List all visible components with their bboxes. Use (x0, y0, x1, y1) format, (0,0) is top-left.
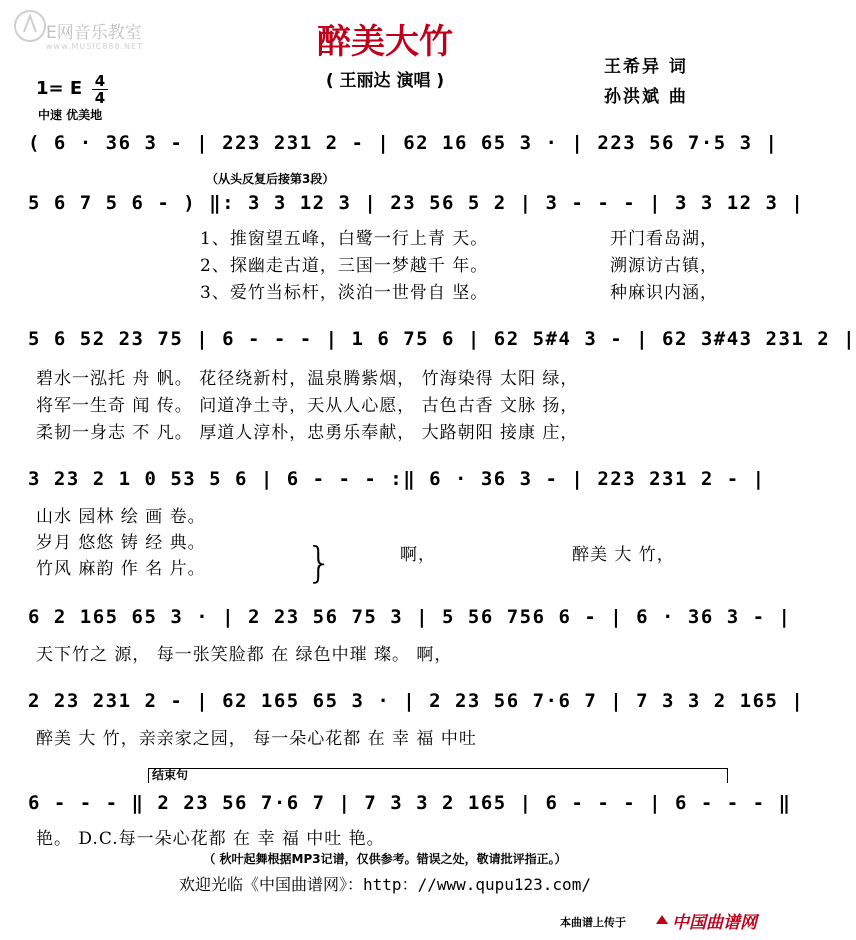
verse-1-a-end: 开门看岛湖， (610, 229, 718, 249)
ending-label: 结束句 (152, 768, 189, 782)
singer: ( 王丽达 演唱 ) (325, 71, 445, 91)
score-line-2: 5 6 7 5 6 - ) ‖: 3 3 12 3 | 23 56 5 2 | 3 - - - | 3 3 12 3 | (28, 192, 805, 214)
watermark-url: www.MUSIC888.NET (46, 42, 143, 51)
composer: 孙洪斌 曲 (604, 87, 688, 107)
verse-3-a: 3、爱竹当标杆，淡泊一世骨自 坚。 (200, 283, 489, 303)
score-line-5: 6 2 165 65 3 · | 2 23 56 75 3 | 5 56 756 6 - | 6 · 36 3 - | (28, 606, 792, 628)
score-line-4: 3 23 2 1 0 53 5 6 | 6 - - - :‖ 6 · 36 3 - | 223 231 2 - | (28, 468, 766, 490)
lyric-line-7: 艳。 D.C.每一朵心花都 在 幸 福 中吐 艳。 (36, 829, 385, 849)
time-signature (92, 74, 108, 105)
site-logo-icon (654, 912, 670, 928)
score-line-1: ( 6 · 36 3 - | 223 231 2 - | 62 16 65 3 · | 223 56 7·5 3 | (28, 132, 779, 154)
verse-2-c: 岁月 悠悠 铸 经 典。 (36, 533, 206, 553)
lyric-line-6: 醉美 大 竹，亲亲家之园， 每一朵心花都 在 幸 福 中吐 (36, 729, 477, 749)
lyricist: 王希异 词 (604, 57, 688, 77)
verse-2-a-end: 溯源访古镇， (610, 256, 718, 276)
verse-3-c: 竹风 麻韵 作 名 片。 (36, 559, 206, 579)
meter-bottom: 4 (94, 89, 106, 107)
key-signature: 1= E (36, 78, 83, 99)
score-line-7: 6 - - - ‖ 2 23 56 7·6 7 | 7 3 3 2 165 | 6 - - - | 6 - - - ‖ (28, 792, 792, 814)
uploaded-label: 本曲谱上传于 (560, 916, 626, 929)
repeat-note: （从头反复后接第3段） (206, 172, 335, 186)
verse-1-c: 山水 园林 绘 画 卷。 (36, 507, 206, 527)
lyric-line-5: 天下竹之 源， 每一张笑脸都 在 绿色中璀 璨。 啊， (36, 645, 453, 665)
verse-2-b: 将军一生奇 闻 传。 问道净土寺，天从人心愿， 古色古香 文脉 扬， (36, 396, 579, 416)
watermark-text: E网音乐教室 (46, 23, 142, 43)
site-logo-text[interactable]: 中国曲谱网 (672, 913, 757, 933)
verse-1-b: 碧水一泓托 舟 帆。 花径绕新村，温泉腾紫烟， 竹海染得 太阳 绿， (36, 369, 579, 389)
tempo-marking: 中速 优美地 (38, 108, 103, 122)
verse-3-b: 柔韧一身志 不 凡。 厚道人淳朴，忠勇乐奉献， 大路朝阳 接康 庄， (36, 423, 579, 443)
verse-3-a-end: 种麻识内涵， (610, 283, 718, 303)
score-line-6: 2 23 231 2 - | 62 165 65 3 · | 2 23 56 7·6 7 | 7 3 3 2 165 | (28, 690, 805, 712)
verse-1-a: 1、推窗望五峰，白鹭一行上青 天。 (200, 229, 489, 249)
verse-brace: } (306, 538, 333, 587)
meter-top: 4 (94, 72, 106, 90)
verse-2-a: 2、探幽走古道，三国一梦越千 年。 (200, 256, 489, 276)
song-title: 醉美大竹 (317, 22, 453, 62)
ending-bracket (148, 768, 728, 783)
transcription-note: （ 秋叶起舞根据MP3记谱，仅供参考。错误之处，敬请批评指正。） (203, 852, 567, 866)
score-line-3: 5 6 52 23 75 | 6 - - - | 1 6 75 6 | 62 5#4 3 - | 62 3#43 231 2 | (28, 328, 856, 350)
welcome-link[interactable]: 欢迎光临《中国曲谱网》：http：//www.qupu123.com/ (179, 875, 591, 894)
chorus-title: 醉美 大 竹， (572, 545, 675, 565)
chorus-ah: 啊， (400, 545, 436, 565)
